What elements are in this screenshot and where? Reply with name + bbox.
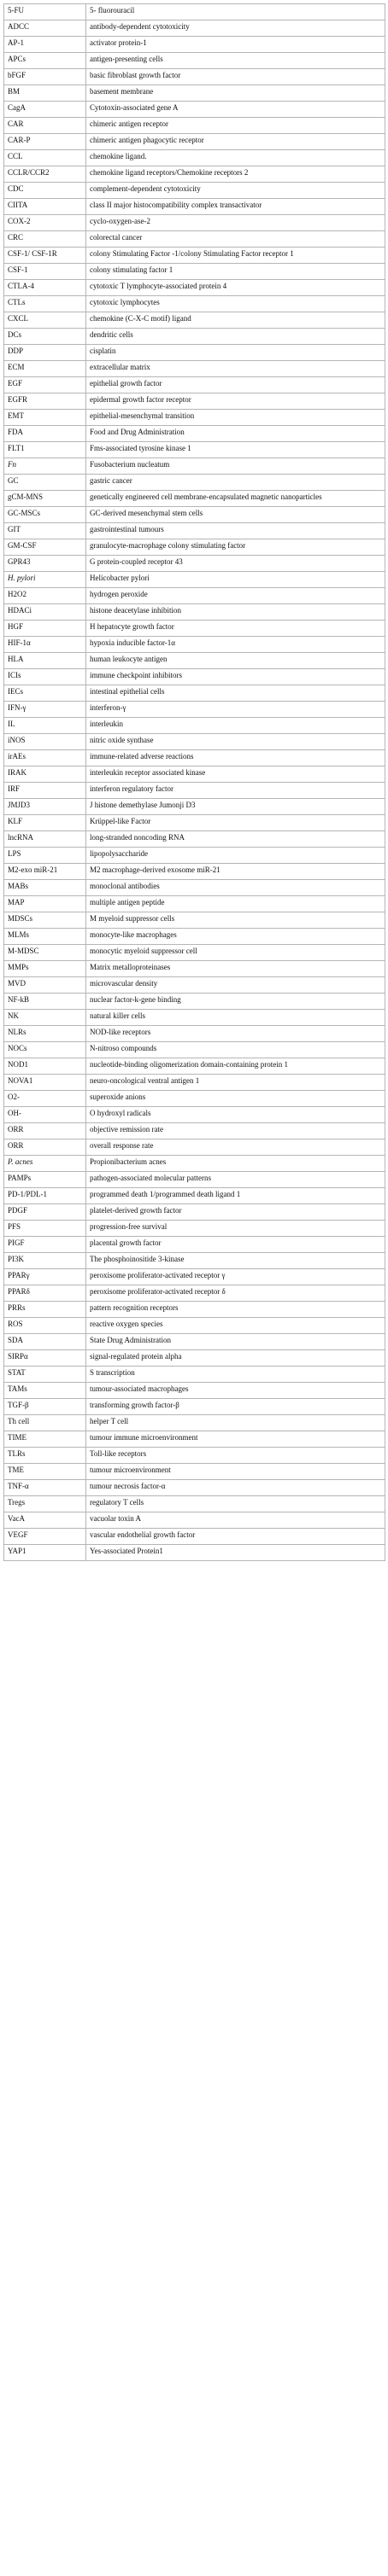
abbreviation-definition: basement membrane [86,85,385,102]
abbreviation-term: ICIs [4,669,86,685]
abbreviation-term: GPR43 [4,556,86,572]
abbreviation-definition: colorectal cancer [86,231,385,248]
abbreviation-term: HDACi [4,604,86,621]
abbreviation-term: CTLA-4 [4,280,86,296]
abbreviation-term: VacA [4,1512,86,1529]
abbreviation-definition: pathogen-associated molecular patterns [86,1172,385,1188]
abbreviation-definition: vacuolar toxin A [86,1512,385,1529]
abbreviation-row [4,1480,385,1496]
abbreviation-definition: long-stranded noncoding RNA [86,831,385,848]
abbreviation-term: gCM-MNS [4,491,86,507]
abbreviation-term: EMT [4,410,86,426]
abbreviation-definition: gastric cancer [86,475,385,491]
abbreviation-row [4,994,385,1010]
abbreviation-row [4,1302,385,1318]
abbreviation-definition: transforming growth factor-β [86,1399,385,1415]
abbreviation-definition: tumour immune microenvironment [86,1431,385,1448]
abbreviation-term: TME [4,1464,86,1480]
abbreviation-row [4,1042,385,1058]
abbreviation-definition: cisplatin [86,345,385,361]
abbreviation-term: SIRPα [4,1350,86,1367]
abbreviation-definition: interferon-γ [86,702,385,718]
abbreviation-definition: platelet-derived growth factor [86,1204,385,1221]
abbreviation-definition: cytotoxic T lymphocyte-associated protein 4 [86,280,385,296]
abbreviation-row [4,1237,385,1253]
abbreviation-term: COX-2 [4,215,86,231]
abbreviation-row [4,1172,385,1188]
abbreviation-term: Tregs [4,1496,86,1512]
abbreviation-row [4,248,385,264]
abbreviation-row [4,426,385,442]
abbreviation-row [4,702,385,718]
abbreviation-definition: histone deacetylase inhibition [86,604,385,621]
abbreviation-term: HGF [4,621,86,637]
abbreviation-definition: State Drug Administration [86,1334,385,1350]
abbreviations-table [3,3,385,1561]
abbreviation-term: KLF [4,815,86,831]
abbreviation-row [4,134,385,150]
abbreviation-definition: S transcription [86,1367,385,1383]
abbreviation-definition: chemokine (C-X-C motif) ligand [86,312,385,329]
abbreviation-definition: N-nitroso compounds [86,1042,385,1058]
abbreviation-row [4,945,385,961]
abbreviation-definition: Yes-associated Protein1 [86,1545,385,1561]
abbreviation-row [4,296,385,312]
abbreviation-term: NK [4,1010,86,1026]
abbreviation-row [4,1010,385,1026]
abbreviation-term: TGF-β [4,1399,86,1415]
abbreviation-row [4,929,385,945]
abbreviation-term: PPARδ [4,1285,86,1302]
abbreviation-definition: basic fibroblast growth factor [86,69,385,85]
abbreviation-definition: intestinal epithelial cells [86,685,385,702]
abbreviation-term: PI3K [4,1253,86,1269]
abbreviation-definition: Toll-like receptors [86,1448,385,1464]
abbreviation-definition: nuclear factor-k-gene binding [86,994,385,1010]
abbreviation-definition: Fusobacterium nucleatum [86,458,385,475]
abbreviation-definition: interferon regulatory factor [86,783,385,799]
abbreviation-term: JMJD3 [4,799,86,815]
abbreviation-row [4,1091,385,1107]
abbreviation-row [4,1464,385,1480]
abbreviation-term: HLA [4,653,86,669]
abbreviation-term: iNOS [4,734,86,750]
abbreviation-term: M-MDSC [4,945,86,961]
abbreviation-row [4,604,385,621]
abbreviation-definition: colony Stimulating Factor -1/colony Stimulating Factor receptor 1 [86,248,385,264]
abbreviation-row [4,166,385,183]
abbreviation-term: BM [4,85,86,102]
abbreviation-term: IECs [4,685,86,702]
abbreviation-definition: interleukin [86,718,385,734]
abbreviation-row [4,231,385,248]
abbreviation-term: PRRs [4,1302,86,1318]
abbreviation-definition: superoxide anions [86,1091,385,1107]
abbreviation-term: NLRs [4,1026,86,1042]
abbreviation-row [4,442,385,458]
abbreviation-row [4,766,385,783]
abbreviation-definition: 5- fluorouracil [86,4,385,20]
abbreviations-table-body [4,4,385,1561]
abbreviation-definition: chimeric antigen receptor [86,118,385,134]
abbreviation-row [4,4,385,20]
abbreviation-term: YAP1 [4,1545,86,1561]
abbreviation-row [4,118,385,134]
abbreviation-definition: Food and Drug Administration [86,426,385,442]
abbreviation-row [4,783,385,799]
abbreviation-row [4,1075,385,1091]
abbreviation-term: TLRs [4,1448,86,1464]
abbreviation-term: MABs [4,880,86,896]
abbreviation-term: TAMs [4,1383,86,1399]
abbreviation-row [4,961,385,977]
abbreviation-row [4,718,385,734]
abbreviation-row [4,345,385,361]
abbreviation-term: IFN-γ [4,702,86,718]
abbreviation-row [4,1334,385,1350]
abbreviation-definition: NOD-like receptors [86,1026,385,1042]
abbreviation-term: bFGF [4,69,86,85]
abbreviation-definition: Fms-associated tyrosine kinase 1 [86,442,385,458]
abbreviation-row [4,183,385,199]
abbreviation-definition: reactive oxygen species [86,1318,385,1334]
abbreviation-term: FLT1 [4,442,86,458]
abbreviation-definition: GC-derived mesenchymal stem cells [86,507,385,523]
abbreviation-row [4,669,385,685]
abbreviation-term: DCs [4,329,86,345]
abbreviation-definition: pattern recognition receptors [86,1302,385,1318]
abbreviation-term: lncRNA [4,831,86,848]
abbreviation-definition: placental growth factor [86,1237,385,1253]
abbreviation-row [4,977,385,994]
abbreviation-term: FDA [4,426,86,442]
abbreviation-term: CCLR/CCR2 [4,166,86,183]
abbreviation-term: CDC [4,183,86,199]
abbreviation-row [4,1026,385,1042]
abbreviation-row [4,1285,385,1302]
abbreviation-definition: extracellular matrix [86,361,385,377]
abbreviation-definition: tumour necrosis factor-α [86,1480,385,1496]
abbreviation-row [4,556,385,572]
abbreviation-definition: H hepatocyte growth factor [86,621,385,637]
abbreviation-term: 5-FU [4,4,86,20]
abbreviation-row [4,1512,385,1529]
abbreviation-definition: class II major histocompatibility complex transactivator [86,199,385,215]
abbreviation-row [4,1448,385,1464]
abbreviation-row [4,458,385,475]
abbreviation-definition: activator protein-1 [86,37,385,53]
abbreviation-definition: chimeric antigen phagocytic receptor [86,134,385,150]
abbreviation-term: TNF-α [4,1480,86,1496]
abbreviation-row [4,880,385,896]
abbreviation-term: PFS [4,1221,86,1237]
abbreviation-definition: monocyte-like macrophages [86,929,385,945]
abbreviation-definition: colony stimulating factor 1 [86,264,385,280]
abbreviation-row [4,1107,385,1123]
abbreviation-term: SDA [4,1334,86,1350]
abbreviation-term: CRC [4,231,86,248]
abbreviation-term: CAR [4,118,86,134]
abbreviation-definition: J histone demethylase Jumonji D3 [86,799,385,815]
abbreviation-definition: granulocyte-macrophage colony stimulating factor [86,539,385,556]
abbreviation-term: ROS [4,1318,86,1334]
abbreviation-definition: hydrogen peroxide [86,588,385,604]
abbreviation-row [4,523,385,539]
abbreviation-term: APCs [4,53,86,69]
abbreviation-definition: chemokine ligand receptors/Chemokine receptors 2 [86,166,385,183]
abbreviation-definition: Propionibacterium acnes [86,1156,385,1172]
abbreviation-row [4,377,385,393]
abbreviation-row [4,831,385,848]
abbreviation-term: H. pylori [4,572,86,588]
abbreviation-definition: chemokine ligand. [86,150,385,166]
abbreviation-term: NOCs [4,1042,86,1058]
abbreviation-term: STAT [4,1367,86,1383]
abbreviation-row [4,539,385,556]
abbreviation-row [4,653,385,669]
abbreviation-term: ADCC [4,20,86,37]
abbreviation-definition: natural killer cells [86,1010,385,1026]
abbreviation-term: PIGF [4,1237,86,1253]
abbreviation-definition: microvascular density [86,977,385,994]
abbreviation-term: Th cell [4,1415,86,1431]
abbreviation-term: M2-exo miR-21 [4,864,86,880]
abbreviation-definition: Helicobacter pylori [86,572,385,588]
abbreviation-term: IRAK [4,766,86,783]
abbreviation-term: DDP [4,345,86,361]
abbreviation-row [4,150,385,166]
abbreviation-term: PPARγ [4,1269,86,1285]
abbreviation-term: MLMs [4,929,86,945]
abbreviation-definition: epidermal growth factor receptor [86,393,385,410]
abbreviation-term: EGFR [4,393,86,410]
abbreviation-row [4,1156,385,1172]
abbreviation-term: CTLs [4,296,86,312]
abbreviation-definition: monocytic myeloid suppressor cell [86,945,385,961]
abbreviation-row [4,507,385,523]
abbreviation-definition: Krüppel-like Factor [86,815,385,831]
abbreviation-definition: peroxisome proliferator-activated receptor γ [86,1269,385,1285]
abbreviation-row [4,621,385,637]
abbreviation-row [4,588,385,604]
abbreviation-term: Fn [4,458,86,475]
abbreviation-definition: neuro-oncological ventral antigen 1 [86,1075,385,1091]
abbreviation-definition: antibody-dependent cytotoxicity [86,20,385,37]
abbreviation-definition: dendritic cells [86,329,385,345]
abbreviation-term: TIME [4,1431,86,1448]
abbreviation-definition: interleukin receptor associated kinase [86,766,385,783]
abbreviation-row [4,1415,385,1431]
abbreviation-term: irAEs [4,750,86,766]
abbreviation-definition: immune-related adverse reactions [86,750,385,766]
abbreviation-definition: cytotoxic lymphocytes [86,296,385,312]
abbreviation-row [4,280,385,296]
abbreviation-term: O2- [4,1091,86,1107]
abbreviation-row [4,750,385,766]
abbreviation-row [4,1204,385,1221]
abbreviation-row [4,20,385,37]
abbreviation-term: CCL [4,150,86,166]
abbreviation-definition: complement-dependent cytotoxicity [86,183,385,199]
abbreviation-definition: The phosphoinositide 3-kinase [86,1253,385,1269]
abbreviation-row [4,312,385,329]
abbreviation-definition: M2 macrophage-derived exosome miR-21 [86,864,385,880]
abbreviation-term: MAP [4,896,86,912]
abbreviation-term: P. acnes [4,1156,86,1172]
abbreviation-definition: helper T cell [86,1415,385,1431]
abbreviation-row [4,361,385,377]
abbreviation-row [4,896,385,912]
abbreviation-term: NOVA1 [4,1075,86,1091]
abbreviation-row [4,102,385,118]
abbreviation-row [4,1318,385,1334]
abbreviation-term: CIITA [4,199,86,215]
abbreviation-row [4,37,385,53]
abbreviation-row [4,215,385,231]
abbreviation-row [4,799,385,815]
abbreviation-term: GC-MSCs [4,507,86,523]
abbreviation-definition: lipopolysaccharide [86,848,385,864]
abbreviation-term: VEGF [4,1529,86,1545]
abbreviation-row [4,1123,385,1139]
abbreviation-term: GC [4,475,86,491]
abbreviation-definition: O hydroxyl radicals [86,1107,385,1123]
abbreviation-row [4,1269,385,1285]
abbreviation-row [4,1399,385,1415]
abbreviation-definition: regulatory T cells [86,1496,385,1512]
abbreviation-row [4,1545,385,1561]
abbreviation-term: H2O2 [4,588,86,604]
abbreviation-row [4,1367,385,1383]
abbreviation-row [4,491,385,507]
abbreviation-row [4,1139,385,1156]
abbreviation-definition: signal-regulated protein alpha [86,1350,385,1367]
abbreviation-row [4,637,385,653]
abbreviation-definition: objective remission rate [86,1123,385,1139]
abbreviation-term: PD-1/PDL-1 [4,1188,86,1204]
abbreviation-term: CAR-P [4,134,86,150]
abbreviation-row [4,69,385,85]
abbreviation-row [4,1383,385,1399]
abbreviation-term: LPS [4,848,86,864]
abbreviation-term: CSF-1/ CSF-1R [4,248,86,264]
abbreviation-row [4,734,385,750]
abbreviation-definition: epithelial growth factor [86,377,385,393]
abbreviation-row [4,572,385,588]
abbreviation-definition: multiple antigen peptide [86,896,385,912]
abbreviation-term: IRF [4,783,86,799]
abbreviation-row [4,1188,385,1204]
abbreviation-term: GIT [4,523,86,539]
abbreviation-definition: M myeloid suppressor cells [86,912,385,929]
abbreviation-definition: monoclonal antibodies [86,880,385,896]
abbreviation-term: HIF-1α [4,637,86,653]
abbreviation-row [4,1253,385,1269]
abbreviation-row [4,685,385,702]
abbreviation-definition: gastrointestinal tumours [86,523,385,539]
abbreviation-term: ECM [4,361,86,377]
abbreviation-row [4,1529,385,1545]
abbreviation-row [4,1221,385,1237]
abbreviation-definition: Matrix metalloproteinases [86,961,385,977]
abbreviation-row [4,53,385,69]
abbreviation-row [4,848,385,864]
abbreviation-definition: Cytotoxin-associated gene A [86,102,385,118]
abbreviation-term: CXCL [4,312,86,329]
abbreviation-term: ORR [4,1139,86,1156]
abbreviation-row [4,393,385,410]
abbreviation-term: GM-CSF [4,539,86,556]
abbreviation-term: ORR [4,1123,86,1139]
abbreviation-definition: cyclo-oxygen-ase-2 [86,215,385,231]
abbreviation-row [4,264,385,280]
abbreviation-term: NOD1 [4,1058,86,1075]
abbreviation-term: MVD [4,977,86,994]
abbreviation-definition: progression-free survival [86,1221,385,1237]
abbreviation-definition: vascular endothelial growth factor [86,1529,385,1545]
abbreviation-definition: nitric oxide synthase [86,734,385,750]
abbreviation-row [4,475,385,491]
abbreviation-row [4,85,385,102]
abbreviation-definition: immune checkpoint inhibitors [86,669,385,685]
abbreviation-definition: nucleotide-binding oligomerization domain-containing protein 1 [86,1058,385,1075]
abbreviation-definition: epithelial-mesenchymal transition [86,410,385,426]
abbreviation-row [4,1431,385,1448]
abbreviation-term: IL [4,718,86,734]
abbreviation-definition: programmed death 1/programmed death ligand 1 [86,1188,385,1204]
abbreviation-term: OH- [4,1107,86,1123]
abbreviation-definition: overall response rate [86,1139,385,1156]
abbreviation-definition: human leukocyte antigen [86,653,385,669]
abbreviation-term: CagA [4,102,86,118]
abbreviation-row [4,329,385,345]
abbreviation-definition: tumour microenvironment [86,1464,385,1480]
abbreviation-term: AP-1 [4,37,86,53]
abbreviation-definition: hypoxia inducible factor-1α [86,637,385,653]
abbreviation-term: CSF-1 [4,264,86,280]
abbreviation-definition: antigen-presenting cells [86,53,385,69]
abbreviation-term: EGF [4,377,86,393]
abbreviation-row [4,1350,385,1367]
abbreviation-row [4,912,385,929]
abbreviation-row [4,815,385,831]
abbreviation-term: MDSCs [4,912,86,929]
abbreviation-row [4,410,385,426]
abbreviation-row [4,864,385,880]
abbreviation-row [4,1058,385,1075]
abbreviation-term: PDGF [4,1204,86,1221]
abbreviation-term: PAMPs [4,1172,86,1188]
abbreviation-definition: tumour-associated macrophages [86,1383,385,1399]
abbreviation-definition: genetically engineered cell membrane-encapsulated magnetic nanoparticles [86,491,385,507]
abbreviation-definition: peroxisome proliferator-activated receptor δ [86,1285,385,1302]
abbreviation-row [4,199,385,215]
abbreviation-term: MMPs [4,961,86,977]
abbreviation-definition: G protein-coupled receptor 43 [86,556,385,572]
abbreviation-row [4,1496,385,1512]
abbreviation-term: NF-kB [4,994,86,1010]
